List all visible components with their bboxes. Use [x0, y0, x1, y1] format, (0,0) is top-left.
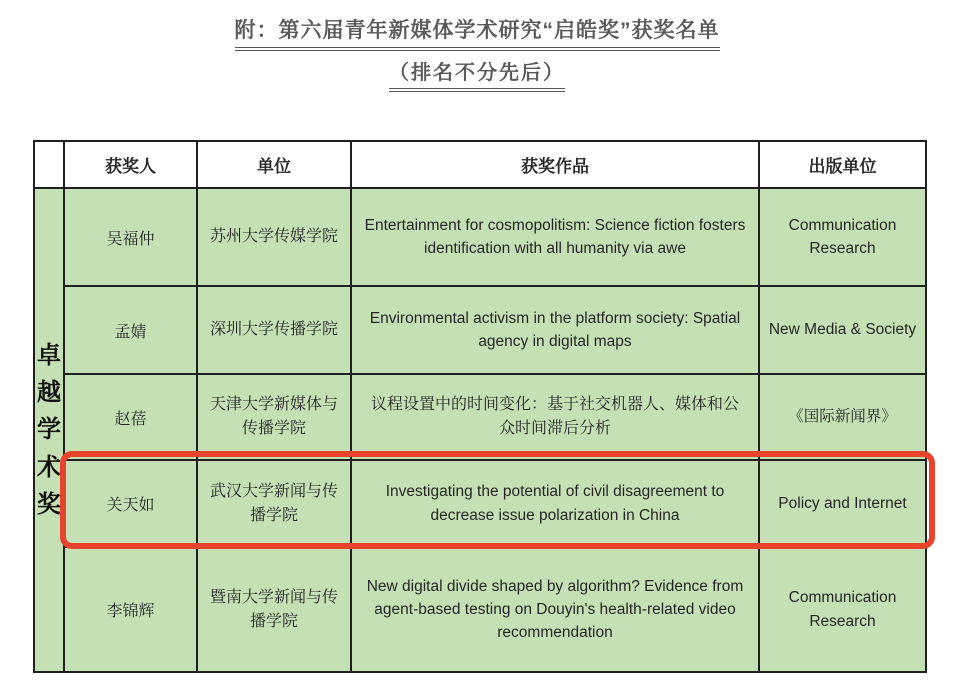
document-subtitle: （排名不分先后）: [389, 56, 565, 92]
title-row: [0, 14, 954, 51]
work-cell: Entertainment for cosmopolitism: Science fiction fosters identification with all humanity via awe: [351, 188, 759, 286]
work-cell: Investigating the potential of civil disagreement to decrease issue polarization in China: [351, 460, 759, 547]
winner-cell: 赵蓓: [64, 374, 197, 460]
affiliation-cell: 天津大学新媒体与传播学院: [197, 374, 351, 460]
publisher-cell: New Media & Society: [759, 286, 926, 374]
work-cell: Environmental activism in the platform society: Spatial agency in digital maps: [351, 286, 759, 374]
awards-table: [33, 140, 927, 673]
table-row: [34, 374, 926, 460]
affiliation-cell: 深圳大学传播学院: [197, 286, 351, 374]
publisher-cell: Policy and Internet: [759, 460, 926, 547]
work-cell: 议程设置中的时间变化：基于社交机器人、媒体和公众时间滞后分析: [351, 374, 759, 460]
affiliation-cell: 苏州大学传媒学院: [197, 188, 351, 286]
publisher-cell: Communication Research: [759, 547, 926, 672]
table-row: [34, 188, 926, 286]
col-header-winner: 获奖人: [64, 141, 197, 188]
award-category-cell: 卓越学术奖: [34, 188, 64, 672]
corner-cell: [34, 141, 64, 188]
affiliation-cell: 武汉大学新闻与传播学院: [197, 460, 351, 547]
document-title: 附：第六届青年新媒体学术研究“启皓奖”获奖名单: [235, 14, 720, 51]
winner-cell: 吴福仲: [64, 188, 197, 286]
publisher-cell: 《国际新闻界》: [759, 374, 926, 460]
col-header-affiliation: 单位: [197, 141, 351, 188]
work-cell: New digital divide shaped by algorithm? Evidence from agent-based testing on Douyin's health-related video recommendation: [351, 547, 759, 672]
winner-cell: 李锦辉: [64, 547, 197, 672]
header-row: [34, 141, 926, 188]
col-header-work: 获奖作品: [351, 141, 759, 188]
winner-cell: 关天如: [64, 460, 197, 547]
affiliation-cell: 暨南大学新闻与传播学院: [197, 547, 351, 672]
subtitle-row: [0, 56, 954, 92]
publisher-cell: Communication Research: [759, 188, 926, 286]
winner-cell: 孟婧: [64, 286, 197, 374]
table-row: [34, 286, 926, 374]
table-row-highlighted: [34, 460, 926, 547]
col-header-publisher: 出版单位: [759, 141, 926, 188]
table-row: [34, 547, 926, 672]
